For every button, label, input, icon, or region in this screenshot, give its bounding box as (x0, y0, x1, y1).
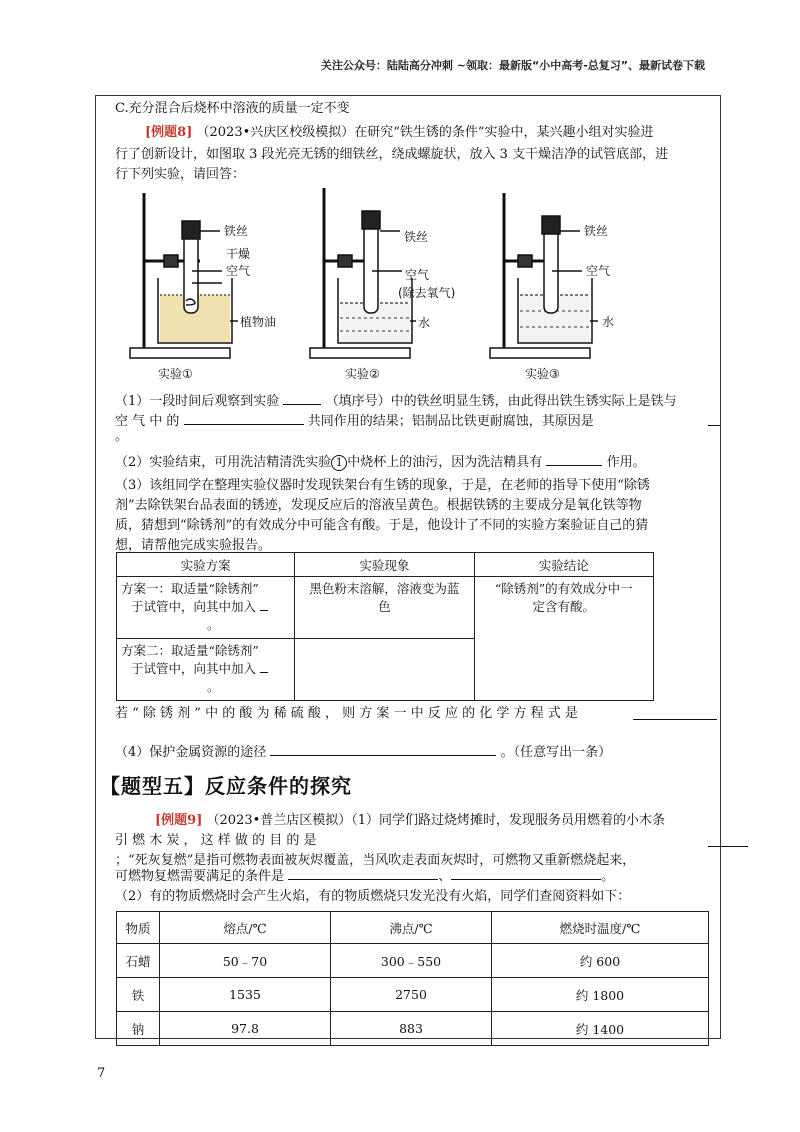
exp1-title: 实验① (158, 367, 193, 381)
page-number: 7 (97, 1066, 106, 1081)
page-header: 关注公众号：陆陆高分冲刺 ~领取：最新版“小中高考-总复习”、最新试卷下载 (320, 59, 705, 72)
report-conclusion: “除锈剂”的有效成分中一 定含有酸。 (474, 577, 653, 701)
experiment-report-table (116, 552, 654, 701)
exp2-title: 实验② (345, 367, 380, 381)
question-3-line-3: 质，猜想到“除锈剂”的有效成分中可能含有酸。于是，他设计了不同的实验方案验证自己的猜 (115, 518, 649, 533)
exp1-label-dry: 干燥 (226, 247, 251, 261)
example-9-blank-1[interactable] (708, 834, 748, 847)
experiment-figure (110, 183, 650, 393)
answer-blank-2[interactable] (184, 412, 304, 425)
table-row: 铁 1535 2750 约 1800 (117, 978, 709, 1012)
exp2-label-iron-wire: 铁丝 (404, 230, 429, 244)
equation-question: 若 “ 除 锈 剂 ” 中 的 酸 为 稀 硫 酸 ， 则 方 案 一 中 反 应 的 化 学 方 程 式 是 (115, 706, 578, 721)
report-observation-2[interactable] (295, 639, 474, 701)
option-c: C.充分混合后烧杯中溶液的质量一定不变 (115, 101, 350, 116)
example-9-line-5: （2）有的物质燃烧时会产生火焰，有的物质燃烧只发光没有火焰，同学们查阅资料如下： (115, 889, 631, 904)
plan-1-blank[interactable] (260, 598, 268, 611)
table-header-boiling: 沸点/℃ (331, 912, 492, 944)
example-9-line-3: ；“死灰复燃”是指可燃物表面被灰烬覆盖，当风吹走表面灰烬时，可燃物又重新燃烧起来， (115, 853, 636, 868)
report-observation-1: 黑色粉末溶解，溶液变为蓝 色 (295, 577, 474, 639)
report-plan-1: 方案一：取适量“除锈剂” 于试管中，向其中加入 。 (117, 577, 295, 639)
equation-blank[interactable] (633, 707, 717, 720)
experiment-number-circle: 1 (331, 455, 347, 471)
question-3-line-2: 剂”去除铁架台品表面的锈迹，发现反应后的溶液呈黄色。根据铁锈的主要成分是氧化铁等物 (115, 498, 642, 513)
exp3-title: 实验③ (525, 367, 560, 381)
answer-blank-1[interactable] (283, 392, 321, 405)
report-header-observation: 实验现象 (295, 553, 474, 577)
answer-blank-3[interactable] (708, 413, 720, 426)
experiment-2-apparatus (310, 188, 412, 358)
table-header-melting: 熔点/℃ (160, 912, 331, 944)
table-header-substance: 物质 (117, 912, 160, 944)
exp3-label-iron-wire: 铁丝 (584, 224, 609, 238)
table-row: 钠 97.8 883 约 1400 (117, 1012, 709, 1046)
question-1-line-1: （1）一段时间后观察到实验 （填序号）中的铁丝明显生锈，由此得出铁生锈实际上是铁与 (115, 394, 677, 409)
section-title: 【题型五】反应条件的探究 (100, 774, 352, 798)
question-2: （2）实验结束，可用洗洁精清洗实验 1 中烧杯上的油污，因为洗洁精具有 作用。 (115, 455, 646, 470)
experiment-3-apparatus (490, 193, 592, 358)
exp3-label-water: 水 (602, 315, 615, 329)
exp2-label-water: 水 (418, 316, 431, 330)
exp1-label-air: 空气 (226, 264, 251, 278)
example-8-line-2: 行了创新设计，如图取 3 段光亮无锈的细铁丝，绕成螺旋状，放入 3 支干燥洁净的试管底部，进 (115, 147, 669, 162)
question-1-line-2: 空 气 中 的 共同作用的结果；铝制品比铁更耐腐蚀，其原因是 (115, 414, 594, 429)
exp1-label-oil: 植物油 (240, 315, 277, 329)
example-9-line-1: [例题9] （2023•普兰店区模拟）（1）同学们路过烧烤摊时，发现服务员用燃着的小木条 (155, 813, 666, 828)
report-header-conclusion: 实验结论 (474, 553, 653, 577)
answer-blank-4[interactable] (546, 453, 602, 466)
table-header-burning-temp: 燃烧时温度/℃ (492, 912, 709, 944)
question-3-line-1: （3）该组同学在整理实验仪器时发现铁架台有生锈的现象，于是，在老师的指导下使用“除锈 (115, 478, 650, 493)
question-3-line-4: 想，请帮他完成实验报告。 (115, 538, 272, 553)
exp2-label-no-oxygen: (除去氧气) (398, 286, 456, 300)
example-8-tag: [例题8] (145, 125, 193, 140)
exp1-label-iron-wire: 铁丝 (224, 224, 249, 238)
example-9-line-2: 引 燃 木 炭 ， 这 样 做 的 目 的 是 (115, 833, 317, 848)
question-4: （4）保护金属资源的途径 。（任意写出一条） (115, 745, 612, 760)
example-9-tag: [例题9] (155, 813, 203, 828)
example-9-blank-2[interactable] (288, 867, 438, 880)
answer-blank-q4[interactable] (270, 743, 496, 756)
table-row: 石蜡 50﹣70 300﹣550 约 600 (117, 944, 709, 978)
report-plan-2: 方案二：取适量“除锈剂” 于试管中，向其中加入 。 (117, 639, 295, 701)
combustion-data-table (116, 911, 709, 1046)
example-9-blank-3[interactable] (451, 867, 601, 880)
experiment-1-apparatus (130, 193, 232, 358)
example-9-line-4: 可燃物复燃需要满足的条件是 、 。 (115, 869, 615, 884)
example-8-line-3: 行下列实验，请回答： (115, 167, 246, 182)
exp3-label-air: 空气 (586, 264, 611, 278)
report-header-plan: 实验方案 (117, 553, 295, 577)
exp2-label-air: 空气 (405, 268, 430, 282)
example-8-line-1: [例题8] （2023•兴庆区校级模拟）在研究“铁生锈的条件”实验中，某兴趣小组对实验进 (145, 125, 654, 140)
plan-2-blank[interactable] (260, 660, 268, 673)
question-1-end: 。 (115, 429, 129, 444)
